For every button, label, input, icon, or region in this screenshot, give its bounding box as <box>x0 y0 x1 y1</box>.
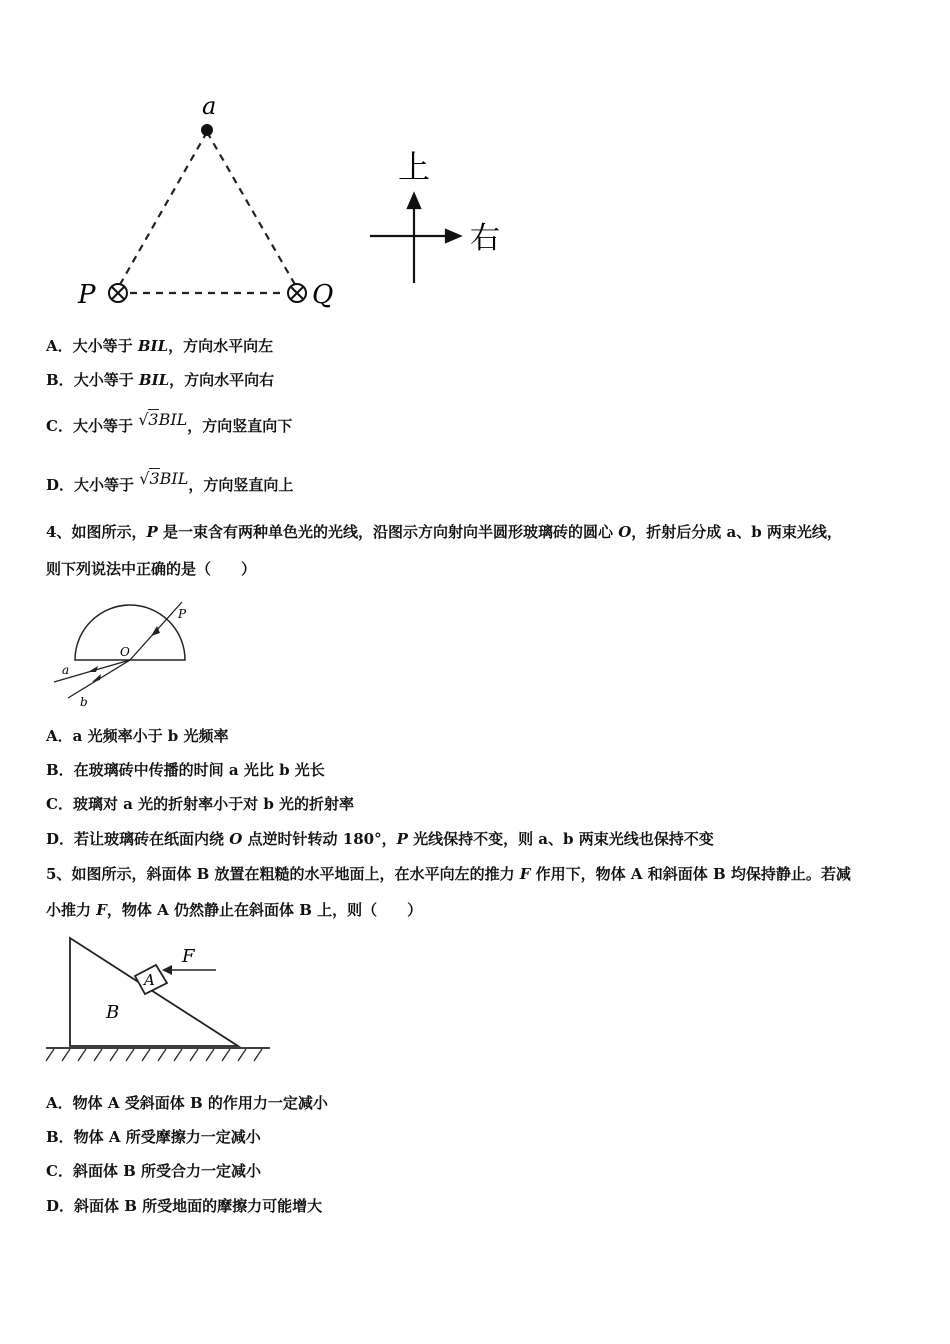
sqrt-expression <box>139 469 188 489</box>
label-b: b <box>80 695 88 709</box>
option-letter: D． <box>46 476 75 494</box>
current-p-into-page-icon <box>109 284 127 302</box>
semicircle-outline <box>75 605 185 660</box>
q4-option-b[interactable]: B．在玻璃砖中传播的时间 a 光比 b 光长 <box>46 761 325 779</box>
option-var: O <box>229 830 243 848</box>
option-text: 大小等于 <box>74 476 135 494</box>
stem-text: ，物体 A 仍然静止在斜面体 B 上，则（ ） <box>106 901 423 919</box>
sqrt-radicand: 3 <box>148 410 159 429</box>
stem-text: 如图所示，斜面体 B 放置在粗糙的水平地面上，在水平向左的推力 <box>71 865 520 883</box>
option-letter: C． <box>46 417 73 435</box>
q3-option-a[interactable] <box>46 336 273 356</box>
stem-text: 作用下，物体 A 和斜面体 B 均保持静止。若减 <box>530 865 851 883</box>
stem-var: P <box>146 523 158 541</box>
option-text: ，方向竖直向下 <box>187 417 293 435</box>
label-q: Q <box>312 280 334 310</box>
incline-b <box>70 938 238 1046</box>
q5-stem-line2 <box>46 900 422 920</box>
q5-option-d[interactable]: D．斜面体 B 所受地面的摩擦力可能增大 <box>46 1197 323 1215</box>
stem-text: 如图所示， <box>71 523 147 541</box>
option-text: ，方向竖直向上 <box>188 476 294 494</box>
option-var: BIL <box>159 469 189 488</box>
q3-option-d[interactable] <box>46 469 294 495</box>
q3-option-c[interactable] <box>46 410 293 436</box>
stem-var: F <box>519 865 531 883</box>
label-up: 上 <box>398 148 431 186</box>
q5-option-b[interactable]: B．物体 A 所受摩擦力一定减小 <box>46 1128 261 1146</box>
q5-stem-line1 <box>46 864 851 884</box>
option-var: BIL <box>138 371 170 389</box>
option-var: BIL <box>158 410 188 429</box>
q4-option-d[interactable] <box>46 829 714 849</box>
stem-var: O <box>618 523 632 541</box>
force-f-arrow-icon <box>162 965 172 975</box>
sqrt-radicand: 3 <box>149 469 160 488</box>
option-text: 光线保持不变，则 a、b 两束光线也保持不变 <box>407 830 714 848</box>
label-p: P <box>78 280 96 310</box>
q4-stem-line1 <box>46 522 842 542</box>
option-var: BIL <box>137 337 169 355</box>
figure-triangle-currents <box>60 90 520 320</box>
label-o: O <box>120 645 130 659</box>
q5-option-a[interactable]: A．物体 A 受斜面体 B 的作用力一定减小 <box>46 1094 328 1112</box>
option-text: ，方向水平向右 <box>169 371 275 389</box>
sqrt-expression <box>138 410 187 430</box>
option-letter: B． <box>46 371 74 389</box>
figure-incline-block <box>44 930 274 1070</box>
question-number: 4、 <box>46 523 72 541</box>
ray-b-arrow-icon <box>92 674 101 682</box>
current-q-into-page-icon <box>288 284 306 302</box>
stem-var: F <box>96 901 107 919</box>
option-var: P <box>396 830 408 848</box>
figure-semicircle-glass <box>50 596 200 711</box>
direction-axes-icon <box>370 194 460 283</box>
point-a-dot <box>201 124 213 136</box>
sqrt-icon: √ <box>138 410 149 429</box>
label-right: 右 <box>470 221 500 256</box>
option-text: D．若让玻璃砖在纸面内绕 <box>46 830 230 848</box>
option-text: 大小等于 <box>72 337 138 355</box>
label-p: P <box>178 607 187 621</box>
triangle-dashed-lines <box>118 132 297 293</box>
option-text: 点逆时针转动 180°， <box>242 830 397 848</box>
option-text: 大小等于 <box>72 417 133 435</box>
label-a: a <box>62 663 70 677</box>
option-text: 大小等于 <box>73 371 139 389</box>
option-text: ，方向水平向左 <box>168 337 274 355</box>
stem-text: 是一束含有两种单色光的光线，沿图示方向射向半圆形玻璃砖的圆心 <box>157 523 619 541</box>
question-number: 5、 <box>46 865 72 883</box>
stem-text: ，折射后分成 a、b 两束光线， <box>631 523 842 541</box>
q4-option-a[interactable]: A．a 光频率小于 b 光频率 <box>46 727 229 745</box>
ground-hatching <box>46 1049 262 1061</box>
q5-option-c[interactable]: C．斜面体 B 所受合力一定减小 <box>46 1162 262 1180</box>
option-letter: A． <box>46 337 73 355</box>
label-b: B <box>106 1002 120 1023</box>
label-a: a <box>202 92 217 120</box>
q4-stem-line2: 则下列说法中正确的是（ ） <box>46 560 257 578</box>
q3-option-b[interactable] <box>46 370 274 390</box>
label-f: F <box>182 946 195 967</box>
stem-text: 小推力 <box>46 901 97 919</box>
q4-option-c[interactable]: C．玻璃对 a 光的折射率小于对 b 光的折射率 <box>46 795 355 813</box>
sqrt-icon: √ <box>139 469 150 488</box>
label-a: A <box>144 971 155 989</box>
